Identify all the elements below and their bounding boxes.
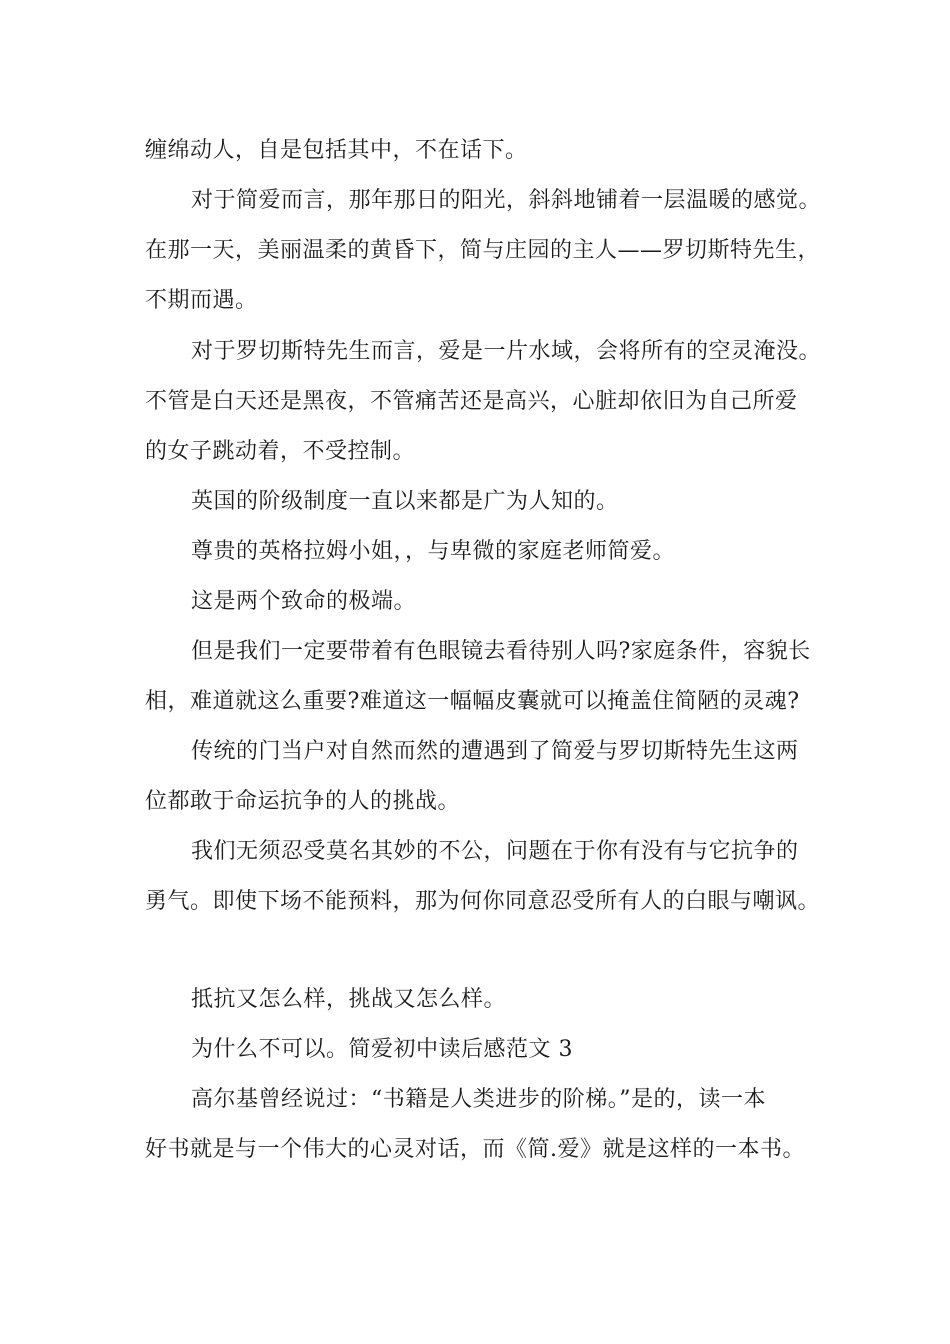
text-line: 英国的阶级制度一直以来都是广为人知的。 (191, 489, 619, 514)
text-line: 但是我们一定要带着有色眼镜去看待别人吗?家庭条件，容貌长 (191, 639, 811, 664)
text-line: 我们无须忍受莫名其妙的不公，问题在于你有没有与它抗争的 (191, 839, 799, 864)
text-line: 不管是白天还是黑夜，不管痛苦还是高兴，心脏却依旧为自己所爱 (145, 389, 798, 414)
text-line: 高尔基曾经说过：“书籍是人类进步的阶梯。”是的，读一本 (191, 1087, 766, 1112)
text-line: 缠绵动人，自是包括其中，不在话下。 (145, 138, 528, 163)
text-line: 尊贵的英格拉姆小姐，，与卑微的家庭老师简爱。 (191, 539, 676, 564)
text-line: 传统的门当户对自然而然的遭遇到了简爱与罗切斯特先生这两 (191, 739, 799, 764)
text-line: 相，难道就这么重要?难道这一幅幅皮囊就可以掩盖住简陋的灵魂? (145, 689, 800, 714)
text-line: 为什么不可以。简爱初中读后感范文 3 (191, 1037, 573, 1062)
text-line: 在那一天，美丽温柔的黄昏下，简与庄园的主人——罗切斯特先生， (145, 238, 821, 263)
text-line: 好书就是与一个伟大的心灵对话，而《简.爱》就是这样的一本书。 (145, 1137, 805, 1162)
text-line: 抵抗又怎么样，挑战又怎么样。 (191, 987, 507, 1012)
text-line: 对于罗切斯特先生而言，爱是一片水域，会将所有的空灵淹没。 (191, 339, 822, 364)
text-line: 不期而遇。 (145, 288, 258, 313)
text-line: 位都敢于命运抗争的人的挑战。 (145, 789, 461, 814)
text-line: 这是两个致命的极端。 (191, 589, 417, 614)
text-line: 的女子跳动着，不受控制。 (145, 439, 416, 464)
text-line: 对于简爱而言，那年那日的阳光，斜斜地铺着一层温暖的感觉。 (191, 188, 822, 213)
text-line: 勇气。即使下场不能预料，那为何你同意忍受所有人的白眼与嘲讽。 (145, 889, 821, 914)
